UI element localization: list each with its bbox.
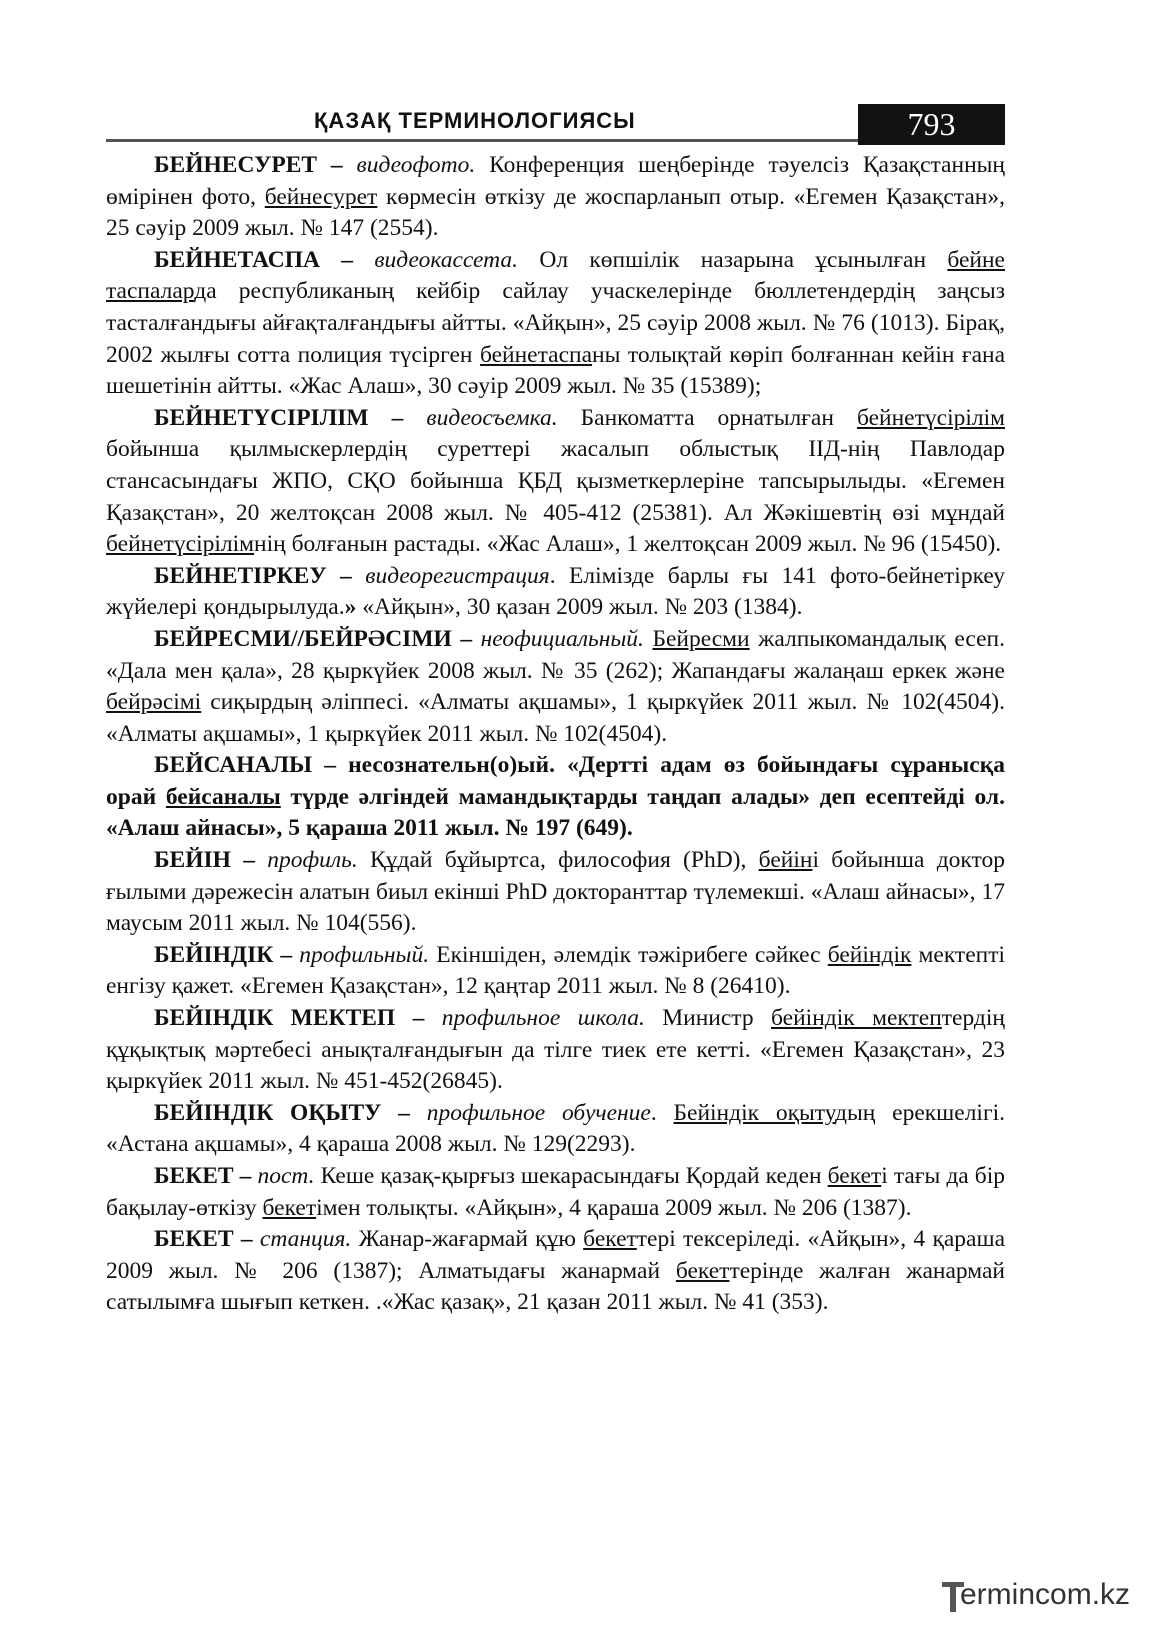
site-watermark (942, 1578, 1142, 1618)
dictionary-entry (106, 845, 1005, 940)
entry-text: Жанар-жағармай құю (351, 1226, 584, 1253)
entry-dash: – (395, 1005, 442, 1032)
entry-text: жалпыкомандалық есеп. «Дала мен қала», 28 қыркүйек 2008 жыл. № 35 (262); Жапандағы жалаңаш еркек және (106, 625, 1005, 684)
underlined-term: бейнетаспа (479, 341, 593, 368)
entry-translation: неофициальный. (480, 625, 644, 652)
dictionary-entry (106, 150, 1005, 245)
entry-text: «Айқын», 30 қазан 2009 жыл. № 203 (1384). (356, 594, 803, 621)
underlined-term: бейрәсімі (106, 689, 202, 716)
entry-dash: – (319, 246, 375, 273)
entry-dash: – (317, 152, 357, 178)
underlined-term: бейнетүсірілім (106, 531, 255, 558)
entry-text: . Елімізде барлы ғы 141 фото-бейнетіркеу жүйелері қондырылуда. (106, 562, 1005, 621)
dictionary-entry (106, 624, 1005, 750)
dictionary-entry (106, 750, 1005, 845)
dictionary-entry (106, 245, 1005, 403)
dictionary-entry (106, 1224, 1005, 1319)
entry-dash: – (326, 562, 366, 589)
dictionary-entry (106, 1161, 1005, 1224)
entry-text: Кеше қазақ-қырғыз шекарасындағы Қордай кеден (314, 1163, 828, 1189)
entry-term: БЕЙІНДІК ОҚЫТУ (154, 1099, 382, 1126)
entry-translation: видеокассета. (374, 246, 519, 273)
underlined-term: бейнетүсірілім (856, 404, 1005, 431)
entry-text: мектепті енгізу қажет. «Егемен Қазақстан», 12 қаңтар 2011 жыл. № 8 (26410). (106, 941, 1006, 1000)
entry-dash: – (230, 847, 268, 874)
running-title: ҚАЗАҚ ТЕРМИНОЛОГИЯСЫ (314, 108, 636, 133)
entry-text: терінде жалған жанармай сатылымға шығып кеткен. .«Жас қазақ», 21 қазан 2011 жыл. № 41 (353). (106, 1257, 1005, 1316)
underlined-term: Бейіндік оқыту (673, 1099, 836, 1126)
watermark-text: ermincom.kz (960, 1578, 1131, 1611)
entry-text: да республиканың кейбір сайлау учаскелерінде бюллетендердің заңсыз тасталғандығы айғақталғандығы айтты. «Айқын», 25 сәуір 2008 жыл. № 76 (1013). Бірақ, 2002 жылғы сотта полиция түсірген (106, 278, 1005, 368)
entry-translation: видеофото. (356, 152, 476, 178)
entry-term: БЕЙІН (154, 847, 231, 874)
underlined-term: бейнесурет (264, 183, 378, 210)
entry-term: БЕЙНЕТАСПА (154, 246, 320, 273)
entry-text: » (344, 594, 357, 621)
entry-text: бойынша қылмыскерлердің суреттері жасалып облыстық ІІД-нің Павлодар стансасындағы ЖПО, СҚО бойынша ҚБД қызметкерлеріне тапсырылыды. «Егемен Қазақстан», 20 желтоқсан 2008 жыл. № 405-412 (25381). Ал Жәкішевтің өзі мұндай (106, 436, 1005, 526)
entry-translation: профильный. (299, 941, 430, 968)
entry-dash: – (233, 1226, 260, 1253)
underlined-term: бейне таспалар (106, 246, 1005, 305)
underlined-term: бейсаналы (165, 783, 281, 810)
entry-text: көрмесін өткізу де жоспарланып отыр. «Егемен Қазақстан», 25 сәуір 2009 жыл. № 147 (2554). (106, 183, 1005, 242)
dictionary-entry (106, 1003, 1005, 1098)
entry-term: БЕЙСАНАЛЫ (154, 752, 313, 779)
underlined-term: бейін (758, 847, 813, 874)
entry-text: дың ерекшелігі. «Астана ақшамы», 4 қараша 2008 жыл. № 129(2293). (106, 1099, 1006, 1158)
entry-text: түрде әлгіндей мамандықтарды таңдап алады» деп есептейді ол. «Алаш айнасы», 5 қараша 2011 жыл. № 197 (649). (106, 783, 1005, 842)
entry-term: БЕЙНЕСУРЕТ (154, 152, 318, 178)
entry-dash: – (381, 1099, 427, 1126)
page-number: 793 (858, 104, 1005, 145)
entry-term: БЕЙНЕТІРКЕУ (154, 562, 327, 589)
entry-translation: видеорегистрация (365, 562, 550, 589)
entry-dash: – (312, 752, 349, 779)
dictionary-entry (106, 403, 1005, 561)
underlined-term: Бейресми (652, 625, 750, 652)
entry-translation: видеосъемка. (426, 404, 558, 431)
entry-translation: профильное обучение (426, 1099, 651, 1126)
entry-dash: – (273, 941, 300, 968)
entry-dash: – (451, 625, 481, 652)
entry-translation: несознательн(о)ый. (348, 752, 555, 779)
entry-text: ны толықтай көріп болғаннан кейін ғана шешетінін айтты. «Жас Алаш», 30 сәуір 2009 жыл. № 35 (15389); (106, 341, 1005, 400)
entry-text: Ол көпшілік назарына ұсынылған (518, 246, 948, 273)
entry-text: імен толықты. «Айқын», 4 қараша 2009 жыл. № 206 (1387). (316, 1194, 912, 1221)
page-header (106, 104, 1005, 144)
dictionary-entry (106, 940, 1005, 1003)
entry-term: БЕЙІНДІК МЕКТЕП (154, 1005, 396, 1032)
underlined-term: бекет (262, 1194, 317, 1221)
entry-text: тері тексеріледі. «Айқын», 4 қараша 2009 жыл. № 206 (1387); Алматыдағы жанармай (106, 1226, 1006, 1284)
entry-term: БЕЙІНДІК (154, 941, 274, 968)
entry-text: і бойынша доктор ғылыми дәрежесін алатын биыл екінші PhD докторанттар түлемекші. «Алаш айнасы», 17 маусым 2011 жыл. № 104(556). (106, 847, 1005, 937)
entry-term: БЕЙНЕТҮСІРІЛІМ (154, 404, 369, 431)
entry-text: Министр (644, 1005, 772, 1032)
entry-translation: пост. (257, 1163, 315, 1189)
entry-text: Құдай бұйыртса, философия (PhD), (357, 847, 759, 874)
underlined-term: бекет (583, 1226, 637, 1253)
dictionary-entries (106, 150, 1005, 1319)
dictionary-entry (106, 561, 1005, 624)
entry-term: БЕКЕТ (154, 1226, 234, 1253)
header-rule (106, 139, 858, 142)
entry-text: і тағы да бір бақылау-өткізу (106, 1163, 1005, 1221)
entry-text: нің болғанын растады. «Жас Алаш», 1 желтоқсан 2009 жыл. № 96 (15450). (254, 531, 1002, 558)
entry-text: «Дертті адам өз бойындағы сұранысқа орай (106, 752, 1006, 810)
underlined-term: бейіндік мектеп (771, 1005, 942, 1032)
entry-text: сиқырдың әліппесі. «Алматы ақшамы», 1 қыркүйек 2011 жыл. № 102(4504). «Алматы ақшамы», 1 қыркүйек 2011 жыл. № 102(4504). (106, 689, 1005, 747)
underlined-term: бейіндік (827, 941, 912, 968)
entry-translation: станция. (259, 1226, 352, 1253)
entry-dash: – (368, 404, 427, 431)
entry-text: тердің құқықтық мәртебесі анықталғандығын да тілге тиек ете кетті. «Егемен Қазақстан», 23 қыркүйек 2011 жыл. № 451-452(26845). (106, 1005, 1005, 1095)
underlined-term: бекет (675, 1257, 730, 1284)
entry-text: . (650, 1099, 674, 1126)
entry-translation: профильное школа. (441, 1005, 645, 1032)
entry-term: БЕКЕТ (154, 1163, 234, 1189)
entry-translation: профиль. (267, 847, 358, 874)
underlined-term: бекет (827, 1163, 882, 1189)
entry-text: Конференция шеңберінде тәуелсіз Қазақстанның өмірінен фото, (106, 152, 1006, 210)
dictionary-entry (106, 1098, 1005, 1161)
entry-dash: – (233, 1163, 258, 1189)
entry-text: Екіншіден, әлемдік тәжірибеге сәйкес (429, 941, 828, 968)
entry-term: БЕЙРЕСМИ//БЕЙРӘСІМИ (154, 625, 452, 652)
entry-text: Банкоматта орнатылған (557, 404, 857, 431)
